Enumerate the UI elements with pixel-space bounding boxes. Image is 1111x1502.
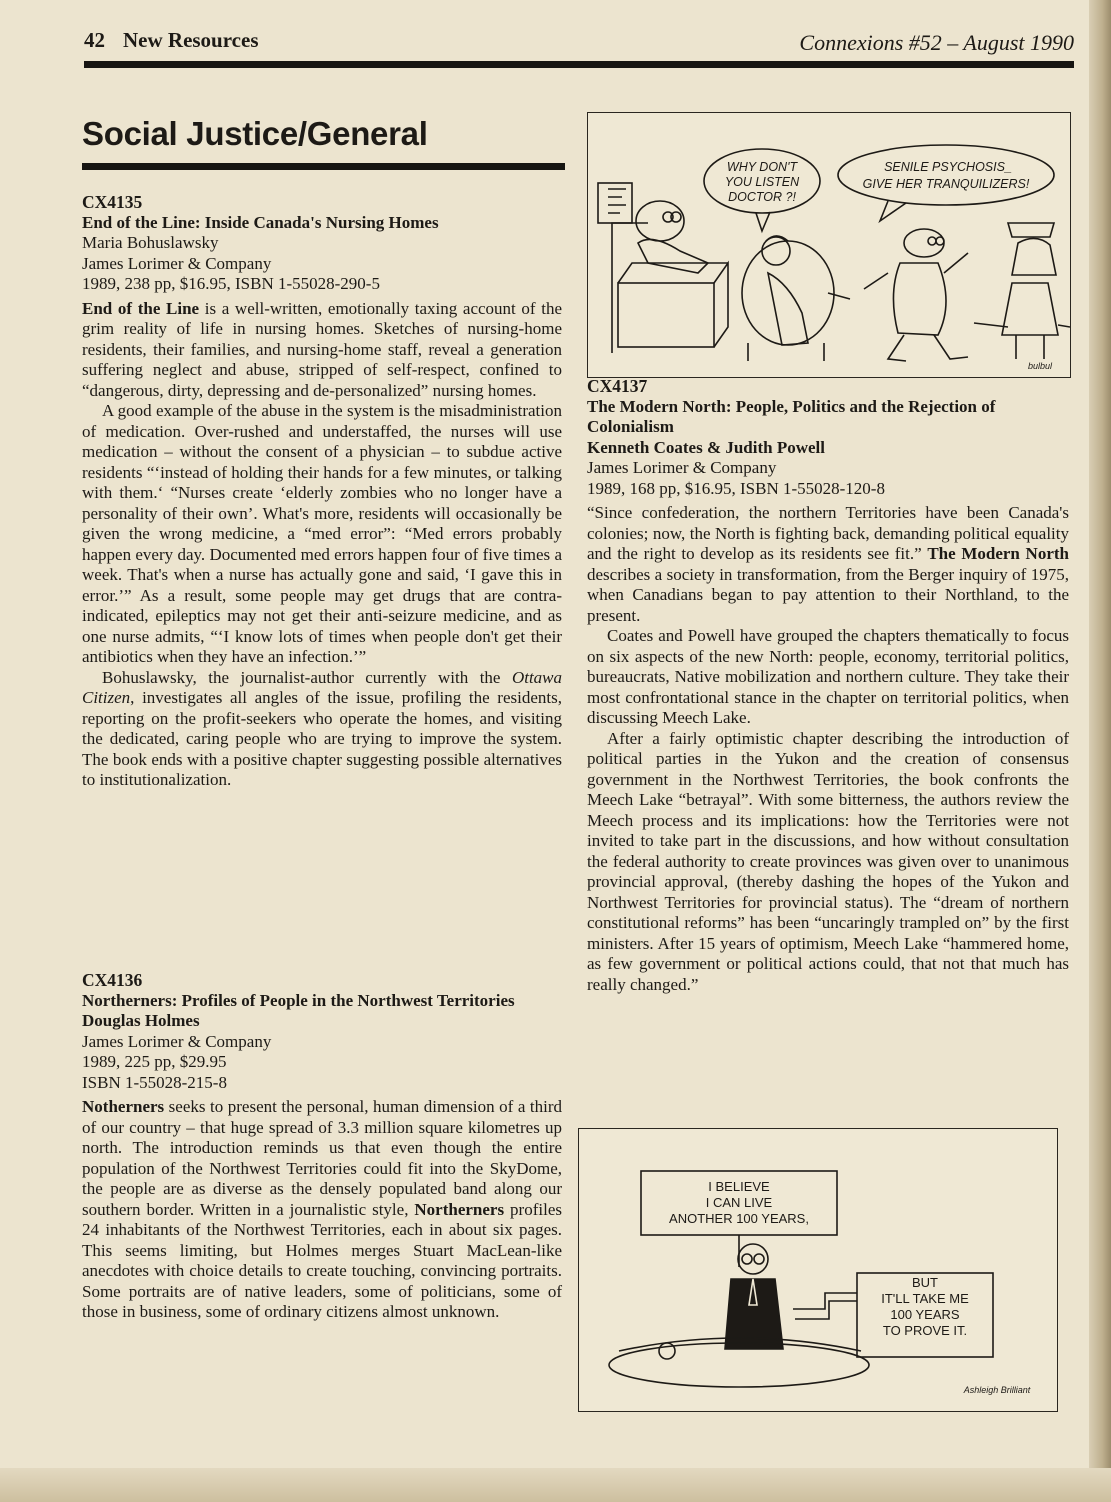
caption-line: 100 YEARS [890, 1307, 960, 1322]
entry-author: Maria Bohuslawsky [82, 233, 219, 252]
cartoon-signature: bulbul [1027, 361, 1053, 371]
bubble-left-line: YOU LISTEN [724, 175, 800, 189]
sign-line: ANOTHER 100 YEARS, [669, 1211, 809, 1226]
header-rule [84, 61, 1074, 68]
newspaper-title: Ottawa Citizen [82, 667, 562, 707]
bubble-right-line: GIVE HER TRANQUILIZERS! [862, 177, 1030, 191]
bubble-left-line: WHY DON'T [726, 160, 798, 174]
paragraph-text: “Since confederation, the northern Territories have been Canada's colonies; now, the North is fighting back, demanding political equality and the right to develop as its residents see fit.” [587, 503, 1069, 563]
entry-author: Kenneth Coates & Judith Powell [587, 437, 825, 457]
paragraph-text: , investigates all angles of the issue, profiling the residents, reporting on the profit-seekers who operate the homes, and visiting the dedicated, caring people who are trying to improve the system. The book ends with a positive chapter suggesting possible alternatives to institutionalization. [82, 688, 562, 789]
caption-line: TO PROVE IT. [882, 1323, 968, 1338]
phone [659, 1343, 675, 1359]
entry-author: Douglas Holmes [82, 1011, 200, 1030]
cartoon-pot-shot [578, 1128, 1058, 1412]
book-title-bold: The Modern North [927, 544, 1069, 563]
bubble-left-line: DOCTOR ?! [728, 190, 796, 204]
entry-code: CX4137 [587, 376, 648, 396]
right-column [587, 376, 1069, 995]
entry-details: 1989, 168 pp, $16.95, ISBN 1-55028-120-8 [587, 478, 885, 498]
section-rule [82, 163, 565, 170]
entry-body [82, 299, 562, 791]
paragraph [587, 503, 1069, 626]
left-column [82, 105, 562, 1321]
entry-details: 1989, 238 pp, $16.95, ISBN 1-55028-290-5 [82, 274, 380, 293]
publication-info: Connexions #52 – August 1990 [799, 30, 1074, 55]
review-entry-cx4135 [82, 192, 562, 791]
nurse-head [1012, 238, 1056, 275]
entry-title: The Modern North: People, Politics and the Rejection of Colonialism [587, 396, 996, 436]
entry-code: CX4135 [82, 192, 143, 212]
header-left [84, 28, 259, 53]
entry-code: CX4136 [82, 970, 143, 990]
page-header [84, 26, 1074, 60]
walking-doctor-head [904, 229, 944, 257]
paragraph-text: seeks to present the personal, human dimension of a third of our country – that huge spread of 3.3 million square kilometres up north. The introduction reminds us that even though the entire population of the Northwest Territories could fit into the SkyDome, the people are as diverse as the densely populated band along our southern border. Written in a journalistic style, [82, 1097, 562, 1219]
sign-line: I CAN LIVE [705, 1195, 773, 1210]
paragraph-text: describes a society in transformation, from the Berger inquiry of 1975, when Canadians began to pay attention to their Northland, to the present. [587, 564, 1069, 625]
paragraph-text: profiles 24 inhabitants of the Northwest Territories, each in about six pages. This seems limiting, but Holmes merges Stuart MacLean-like anecdotes with choice details to create touching, convincing portraits. Some portraits are of native leaders, some of politicians, some of those in business, some of ordinary citizens almost unknown. [82, 1199, 562, 1321]
cartoon-drawing [588, 113, 1070, 377]
section-title: Social Justice/General [82, 115, 428, 152]
paragraph [82, 668, 562, 791]
sign-line: I BELIEVE [708, 1179, 770, 1194]
cartoon-nursing-home [587, 112, 1071, 378]
paragraph-text: is a well-written, emotionally taxing account of the grim reality of life in nursing homes. Sketches of nursing-home residents, their families, and nursing-home staff, reveal a generation suffering neglect and abuse, stripped of self-respect, confined to “dangerous, dirty, depressing and de-personalized” nursing homes. [82, 298, 562, 400]
header-section: New Resources [123, 28, 259, 52]
book-title-bold: Northerners [414, 1199, 505, 1219]
paragraph: A good example of the abuse in the system is the misadministration of medication. Over-rushed and understaffed, the nurses will use medication – without the consent of a physician – to subdue active residents “‘instead of holding their hands for a few minutes, or talking with them.‘ “Nurses create ‘elderly zombies who no longer have a personality of their own’. What's more, residents will occasionally be given the wrong medicine, a “med error”: “Med errors probably happen every day. Documented med errors happen four of five times a week. That's when a nurse has actually gone and said, ‘I gave this in error.’” As a result, some people may get drugs that are contra-indicated, epileptics may not get their anti-seizure medicine, and as one nurse admits, “‘I know lots of times when people don't get their antibiotics when they have an infection.’” [82, 401, 562, 666]
page-edge [1089, 0, 1111, 1502]
entry-publisher: James Lorimer & Company [82, 1031, 272, 1051]
speech-bubble-right [838, 145, 1054, 205]
entry-details: 1989, 225 pp, $29.95 [82, 1052, 227, 1071]
entry-title: Northerners: Profiles of People in the Northwest Territories [82, 990, 515, 1010]
book-title-bold: Notherners [82, 1097, 165, 1116]
paragraph [82, 1097, 562, 1323]
caption-line: IT'LL TAKE ME [881, 1291, 969, 1306]
book-title-bold: End of the Line [82, 298, 200, 318]
cartoon-signature: Ashleigh Brilliant [963, 1385, 1031, 1395]
entry-isbn: ISBN 1-55028-215-8 [82, 1072, 227, 1092]
caption-line: BUT [912, 1275, 938, 1290]
bubble-right-line: SENILE PSYCHOSIS_ [884, 160, 1012, 174]
page-number: 42 [84, 28, 105, 52]
doctor-head [636, 201, 684, 241]
entry-body [587, 503, 1069, 995]
entry-publisher: James Lorimer & Company [587, 458, 777, 477]
review-entry-cx4136 [82, 970, 562, 1323]
paragraph: Coates and Powell have grouped the chapters thematically to focus on six aspects of the new North: people, economy, territorial politics, bureaucrats, Native mobilization and northern culture. They take their most confrontational stance in the chapter on territorial politics, when discussing Meech Lake. [587, 626, 1069, 727]
paragraph-text: Bohuslawsky, the journalist-author currently with the [102, 667, 512, 687]
page-bottom-edge [0, 1468, 1111, 1502]
review-entry-cx4137 [587, 376, 1069, 995]
paragraph: After a fairly optimistic chapter describing the introduction of political parties in the Yukon and the creation of consensus government in the Northwest Territories, the book confronts the Meech Lake “betrayal”. With some bitterness, the authors review the Meech process and its implications: how the Territories were not invited to take part in the discussions, and how without consultation the federal authority to create provinces was given over to unanimous provincial approval, (thereby dashing the hopes of the Yukon and Northwest Territories for provincial status). The “dream of northern constitutional reforms” has been “uncaringly trampled on” by the first ministers. After 15 years of optimism, Meech Lake “hammered home, as few government or political actions could, that not that much has really changed.” [587, 728, 1069, 994]
entry-title: End of the Line: Inside Canada's Nursing Homes [82, 212, 439, 232]
cartoon-drawing [579, 1129, 1057, 1411]
desk [618, 283, 714, 347]
paragraph [82, 299, 562, 402]
entry-publisher: James Lorimer & Company [82, 253, 272, 273]
entry-body [82, 1097, 562, 1323]
